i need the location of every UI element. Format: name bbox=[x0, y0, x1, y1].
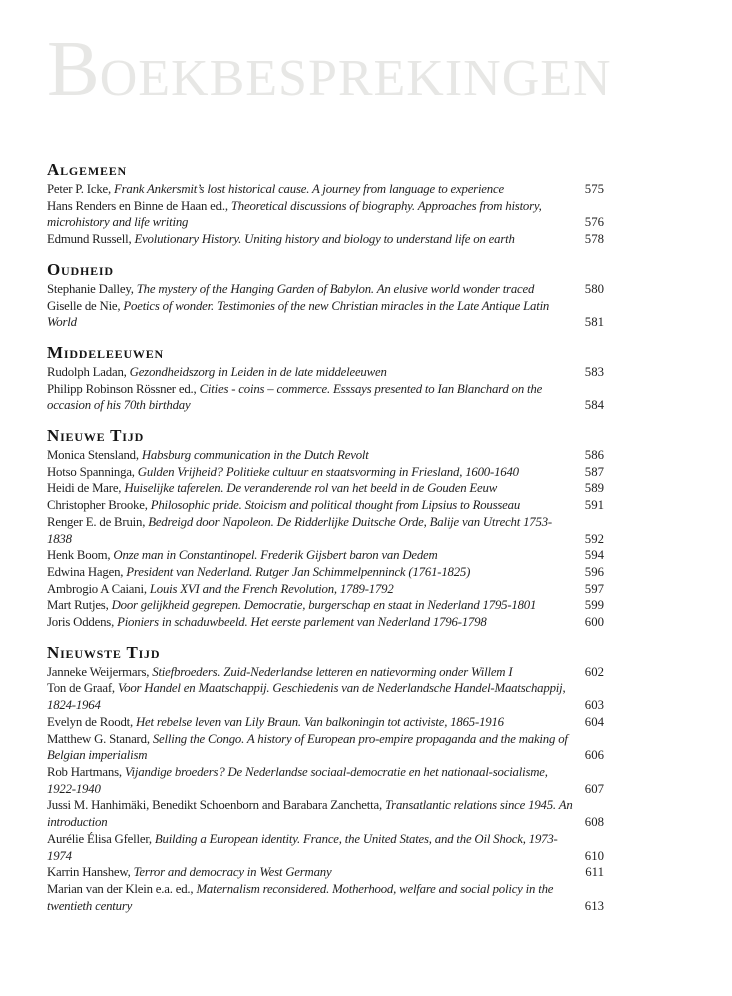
entry-page-number: 589 bbox=[584, 481, 604, 496]
entry-text bbox=[47, 614, 574, 631]
entry-text bbox=[47, 714, 574, 731]
entry-page-number: 602 bbox=[584, 664, 604, 679]
entry-text bbox=[47, 181, 574, 198]
toc-entry bbox=[47, 764, 604, 797]
entry-page-number: 604 bbox=[584, 714, 604, 729]
section-entries bbox=[47, 364, 604, 414]
entry-author: Renger E. de Bruin, bbox=[47, 514, 149, 529]
entry-author: Rudolph Ladan, bbox=[47, 364, 130, 379]
entry-title: Poetics of wonder. Testimonies of the new Christian miracles in the Late Antique Latin World bbox=[47, 298, 550, 330]
page-title-initial: B bbox=[47, 26, 100, 113]
entry-text bbox=[47, 831, 574, 864]
entry-title: Terror and democracy in West Germany bbox=[133, 865, 332, 880]
entry-author: Heidi de Mare, bbox=[47, 481, 125, 496]
section-entries bbox=[47, 181, 604, 248]
entry-title: Maternalism reconsidered. Motherhood, welfare and social policy in the twentieth century bbox=[47, 881, 554, 913]
entry-text bbox=[47, 864, 574, 881]
entry-page-number: 575 bbox=[584, 182, 604, 196]
toc-section bbox=[47, 161, 604, 248]
toc-entry bbox=[47, 664, 604, 681]
entry-text bbox=[47, 881, 574, 914]
entry-text bbox=[47, 581, 574, 598]
entry-page-number: 578 bbox=[584, 232, 604, 247]
entry-title: Vijandige broeders? De Nederlandse sociaal-democratie en het nationaal-socialisme, 1922-1940 bbox=[47, 764, 548, 796]
entry-page-number: 600 bbox=[584, 615, 604, 630]
entry-author: Jussi M. Hanhimäki, Benedikt Schoenborn and Barabara Zanchetta, bbox=[47, 798, 385, 813]
section-heading: Oudheid bbox=[47, 259, 114, 279]
toc-sections bbox=[47, 161, 604, 914]
toc-entry bbox=[47, 864, 604, 881]
entry-text bbox=[47, 731, 574, 764]
entry-text bbox=[47, 497, 574, 514]
entry-title: Onze man in Constantinopel. Frederik Gijsbert baron van Dedem bbox=[113, 548, 438, 563]
toc-entry bbox=[47, 497, 604, 514]
entry-title: Gezondheidszorg in Leiden in de late middeleeuwen bbox=[129, 364, 387, 379]
entry-author: Stephanie Dalley, bbox=[47, 281, 137, 296]
entry-title: Door gelijkheid gegrepen. Democratie, burgerschap en staat in Nederland 1795-1801 bbox=[111, 598, 537, 613]
entry-author: Marian van der Klein e.a. ed., bbox=[47, 881, 197, 896]
section-heading: Algemeen bbox=[47, 160, 128, 179]
entry-author: Mart Rutjes, bbox=[47, 598, 112, 613]
entry-author: Monica Stensland, bbox=[47, 448, 142, 463]
entry-title: Building a European identity. France, the United States, and the Oil Shock, 1973-1974 bbox=[47, 831, 558, 863]
toc-entry bbox=[47, 381, 604, 414]
entry-title: Evolutionary History. Uniting history and biology to understand life on earth bbox=[134, 232, 515, 247]
section-heading: Nieuwe Tijd bbox=[47, 426, 145, 446]
section-heading: Nieuwste Tijd bbox=[47, 642, 161, 662]
entry-title: Gulden Vrijheid? Politieke cultuur en staatsvorming in Friesland, 1600-1640 bbox=[137, 464, 519, 479]
toc-entry bbox=[47, 447, 604, 464]
entry-text bbox=[47, 447, 574, 464]
toc-entry bbox=[47, 731, 604, 764]
toc-entry bbox=[47, 547, 604, 564]
entry-page-number: 580 bbox=[584, 281, 604, 296]
toc-section bbox=[47, 344, 604, 414]
entry-title: The mystery of the Hanging Garden of Babylon. An elusive world wonder traced bbox=[136, 281, 535, 296]
toc-section bbox=[47, 427, 604, 631]
entry-text bbox=[47, 281, 574, 298]
entry-title: Louis XVI and the French Revolution, 1789-1792 bbox=[149, 581, 394, 596]
entry-author: Karrin Hanshew, bbox=[47, 865, 134, 880]
toc-entry bbox=[47, 714, 604, 731]
toc-entry bbox=[47, 597, 604, 614]
toc-entry bbox=[47, 514, 604, 547]
entry-author: Janneke Weijermars, bbox=[47, 664, 153, 679]
entry-author: Peter P. Icke, bbox=[47, 182, 115, 196]
toc-entry bbox=[47, 198, 604, 231]
entry-text bbox=[47, 480, 574, 497]
entry-text bbox=[47, 381, 574, 414]
entry-title: Habsburg communication in the Dutch Revolt bbox=[141, 448, 369, 463]
entry-text bbox=[47, 664, 574, 681]
entry-author: Edmund Russell, bbox=[47, 232, 135, 247]
page-title bbox=[47, 26, 612, 113]
toc-entry bbox=[47, 480, 604, 497]
entry-page-number: 608 bbox=[584, 815, 604, 830]
entry-title: Stiefbroeders. Zuid-Nederlandse letteren en natievorming onder Willem I bbox=[152, 664, 513, 679]
toc-section bbox=[47, 644, 604, 915]
entry-page-number: 607 bbox=[584, 781, 604, 796]
entry-page-number: 594 bbox=[584, 548, 604, 563]
entry-title: Selling the Congo. A history of European pro-empire propaganda and the making of Belgian imperialism bbox=[47, 731, 568, 763]
entry-page-number: 603 bbox=[584, 698, 604, 713]
entry-title: Bedreigd door Napoleon. De Ridderlijke Duitsche Orde, Balije van Utrecht 1753-1838 bbox=[47, 514, 552, 546]
entry-page-number: 599 bbox=[584, 598, 604, 613]
entry-page-number: 613 bbox=[584, 898, 604, 913]
entry-title: Cities - coins – commerce. Esssays presented to Ian Blanchard on the occasion of his 70th birthday bbox=[47, 381, 543, 413]
entry-page-number: 587 bbox=[584, 464, 604, 479]
toc-section bbox=[47, 261, 604, 331]
section-entries bbox=[47, 664, 604, 915]
entry-page-number: 592 bbox=[584, 531, 604, 546]
entry-text bbox=[47, 364, 574, 381]
entry-page-number: 596 bbox=[584, 564, 604, 579]
entry-author: Hans Renders en Binne de Haan ed., bbox=[47, 198, 231, 213]
entry-author: Philipp Robinson Rössner ed., bbox=[47, 381, 200, 396]
entry-author: Christopher Brooke, bbox=[47, 498, 151, 513]
entry-title: Het rebelse leven van Lily Braun. Van balkoningin tot activiste, 1865-1916 bbox=[136, 714, 504, 729]
page-title-rest: OEKBESPREKINGEN bbox=[99, 50, 612, 107]
toc-entry bbox=[47, 881, 604, 914]
entry-page-number: 597 bbox=[584, 581, 604, 596]
entry-author: Rob Hartmans, bbox=[47, 764, 125, 779]
entry-text bbox=[47, 764, 574, 797]
toc-entry bbox=[47, 364, 604, 381]
entry-text bbox=[47, 597, 574, 614]
entry-title: Theoretical discussions of biography. Approaches from history, microhistory and life writing bbox=[47, 198, 542, 230]
entry-author: Joris Oddens, bbox=[47, 615, 118, 630]
entry-page-number: 584 bbox=[584, 398, 604, 413]
entry-text bbox=[47, 514, 574, 547]
entry-page-number: 586 bbox=[584, 448, 604, 463]
entry-author: Edwina Hagen, bbox=[47, 564, 127, 579]
toc-entry bbox=[47, 680, 604, 713]
toc-entry bbox=[47, 281, 604, 298]
entry-text bbox=[47, 797, 574, 830]
entry-page-number: 611 bbox=[585, 865, 604, 880]
section-entries bbox=[47, 447, 604, 631]
entry-page-number: 583 bbox=[584, 364, 604, 379]
entry-title: Huiselijke taferelen. De veranderende rol van het beeld in de Gouden Eeuw bbox=[124, 481, 498, 496]
toc-entry bbox=[47, 464, 604, 481]
entry-author: Hotso Spanninga, bbox=[47, 464, 138, 479]
entry-author: Evelyn de Roodt, bbox=[47, 714, 137, 729]
entry-author: Ton de Graaf, bbox=[47, 681, 118, 696]
toc-entry bbox=[47, 831, 604, 864]
entry-page-number: 606 bbox=[584, 748, 604, 763]
entry-text bbox=[47, 680, 574, 713]
entry-text bbox=[47, 231, 574, 248]
entry-title: President van Nederland. Rutger Jan Schimmelpenninck (1761-1825) bbox=[126, 564, 471, 579]
entry-author: Giselle de Nie, bbox=[47, 298, 124, 313]
entry-text bbox=[47, 298, 574, 331]
entry-author: Ambrogio A Caiani, bbox=[47, 581, 150, 596]
entry-text bbox=[47, 464, 574, 481]
entry-author: Aurélie Élisa Gfeller, bbox=[47, 831, 155, 846]
entry-text bbox=[47, 547, 574, 564]
section-entries bbox=[47, 281, 604, 331]
toc-entry bbox=[47, 181, 604, 198]
entry-page-number: 576 bbox=[584, 215, 604, 230]
entry-page-number: 581 bbox=[584, 315, 604, 330]
entry-title: Pioniers in schaduwbeeld. Het eerste parlement van Nederland 1796-1798 bbox=[117, 615, 487, 630]
entry-text bbox=[47, 198, 574, 231]
entry-title: Transatlantic relations since 1945. An introduction bbox=[47, 798, 573, 830]
toc-entry bbox=[47, 581, 604, 598]
section-heading: Middeleeuwen bbox=[47, 342, 164, 362]
entry-text bbox=[47, 564, 574, 581]
toc-entry bbox=[47, 797, 604, 830]
toc-entry bbox=[47, 614, 604, 631]
entry-title: Frank Ankersmit’s lost historical cause. A journey from language to experience bbox=[114, 182, 504, 196]
toc-entry bbox=[47, 298, 604, 331]
toc-entry bbox=[47, 564, 604, 581]
entry-page-number: 591 bbox=[584, 498, 604, 513]
entry-page-number: 610 bbox=[584, 848, 604, 863]
entry-title: Voor Handel en Maatschappij. Geschiedenis van de Nederlandsche Handel-Maatschappij, 1824-1964 bbox=[47, 681, 566, 713]
toc-entry bbox=[47, 231, 604, 248]
entry-author: Henk Boom, bbox=[47, 548, 114, 563]
entry-author: Matthew G. Stanard, bbox=[47, 731, 153, 746]
entry-title: Philosophic pride. Stoicism and political thought from Lipsius to Rousseau bbox=[150, 498, 521, 513]
